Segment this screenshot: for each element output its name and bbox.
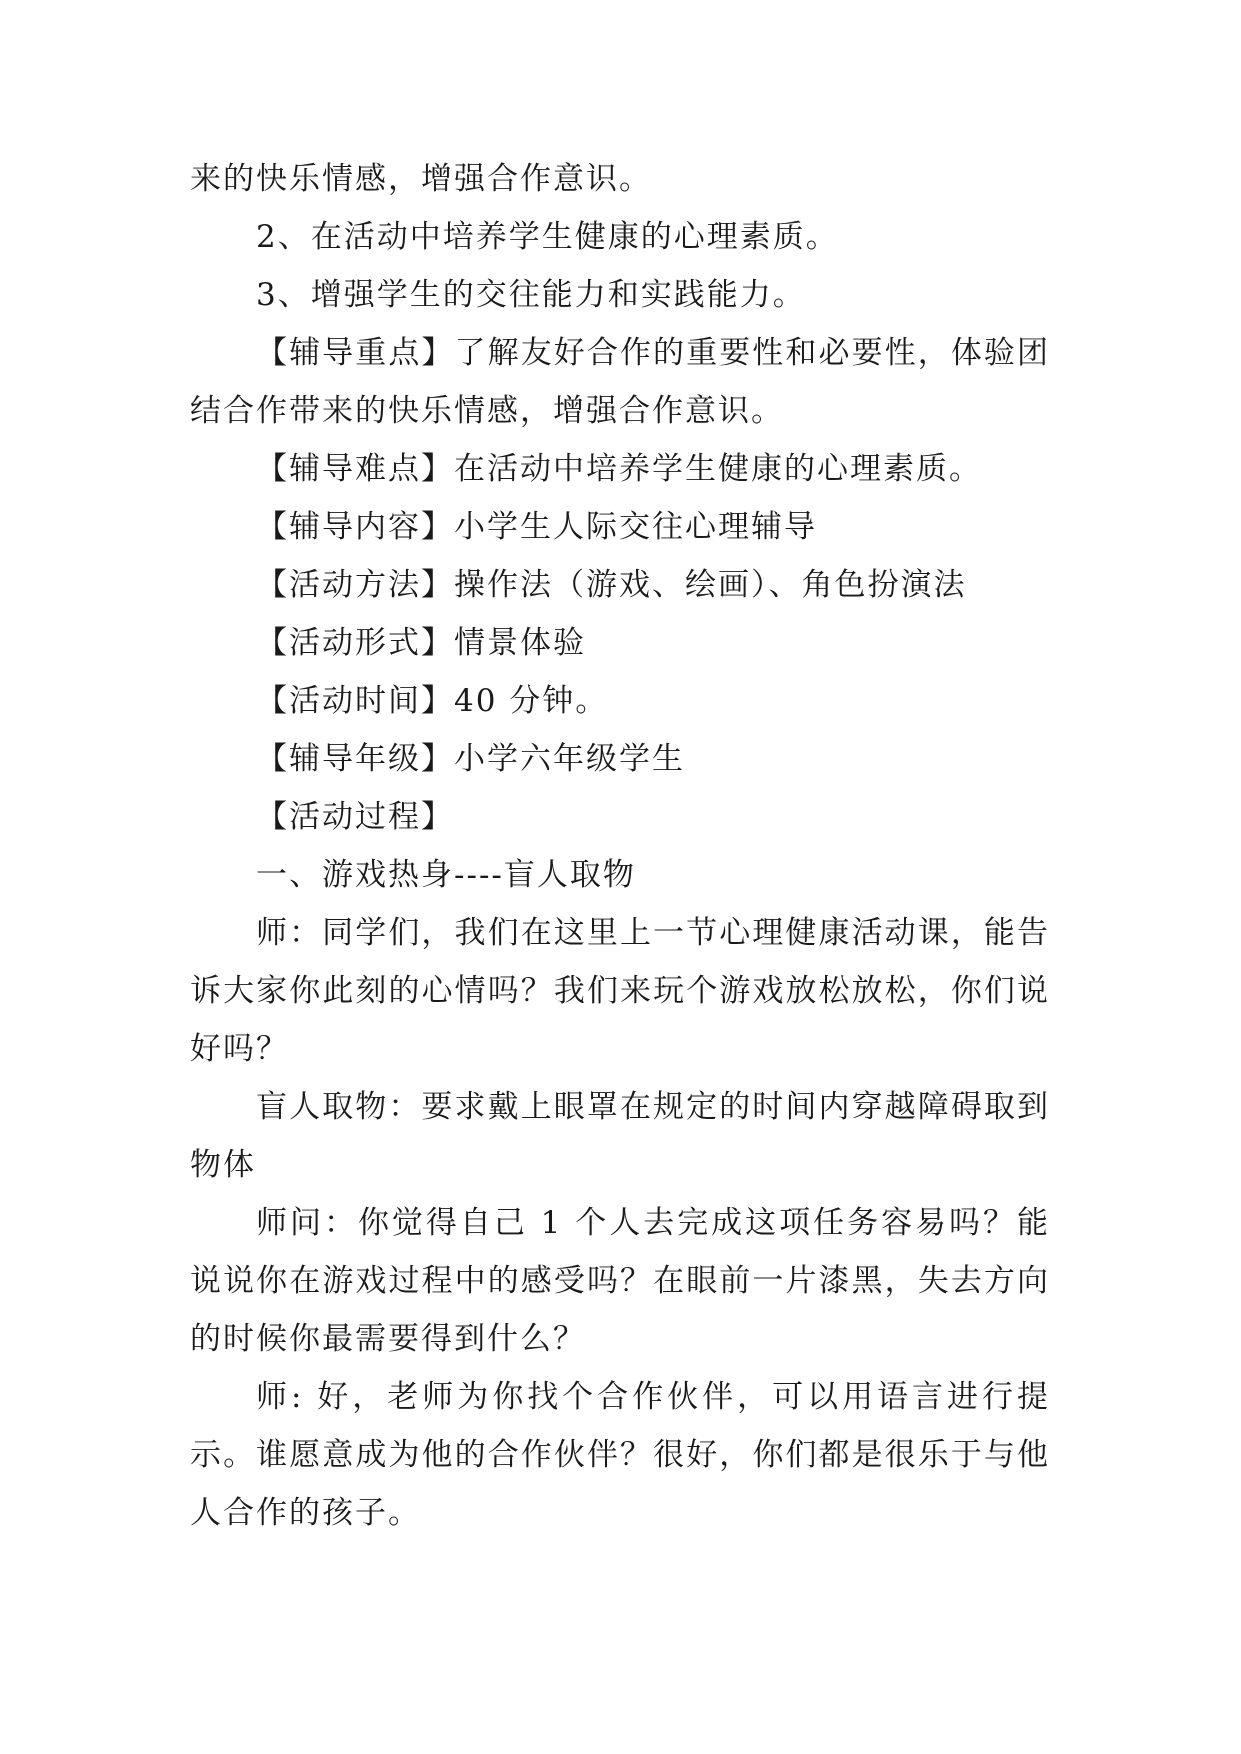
- paragraph: 来的快乐情感，增强合作意识。: [190, 161, 652, 197]
- paragraph: 【辅导内容】小学生人际交往心理辅导: [256, 509, 817, 545]
- paragraph: 【活动形式】情景体验: [256, 625, 586, 661]
- paragraph: 一、游戏热身----盲人取物: [256, 857, 636, 893]
- document-page: [190, 150, 1050, 1542]
- paragraph: 盲人取物：要求戴上眼罩在规定的时间内穿越障碍取到物体: [190, 1089, 1050, 1183]
- paragraph: 师：同学们，我们在这里上一节心理健康活动课，能告诉大家你此刻的心情吗？我们来玩个游戏放松放松，你们说好吗？: [190, 915, 1050, 1067]
- paragraph: 【辅导年级】小学六年级学生: [256, 741, 685, 777]
- paragraph: 【活动方法】操作法（游戏、绘画）、角色扮演法: [256, 567, 967, 603]
- paragraph: 【辅导重点】了解友好合作的重要性和必要性，体验团结合作带来的快乐情感，增强合作意识。: [190, 335, 1050, 429]
- paragraph: 3、增强学生的交往能力和实践能力。: [256, 277, 806, 313]
- paragraph: 师: 好，老师为你找个合作伙伴，可以用语言进行提示。谁愿意成为他的合作伙伴？很好，你们都是很乐于与他人合作的孩子。: [190, 1379, 1050, 1531]
- paragraph: 【辅导难点】在活动中培养学生健康的心理素质。: [256, 451, 982, 487]
- paragraph: 【活动时间】40 分钟。: [256, 683, 609, 719]
- paragraph: 2、在活动中培养学生健康的心理素质。: [256, 219, 839, 255]
- paragraph: 师问：你觉得自己 1 个人去完成这项任务容易吗？能说说你在游戏过程中的感受吗？在眼前一片漆黑，失去方向的时候你最需要得到什么？: [190, 1205, 1050, 1357]
- paragraph: 【活动过程】: [256, 799, 454, 835]
